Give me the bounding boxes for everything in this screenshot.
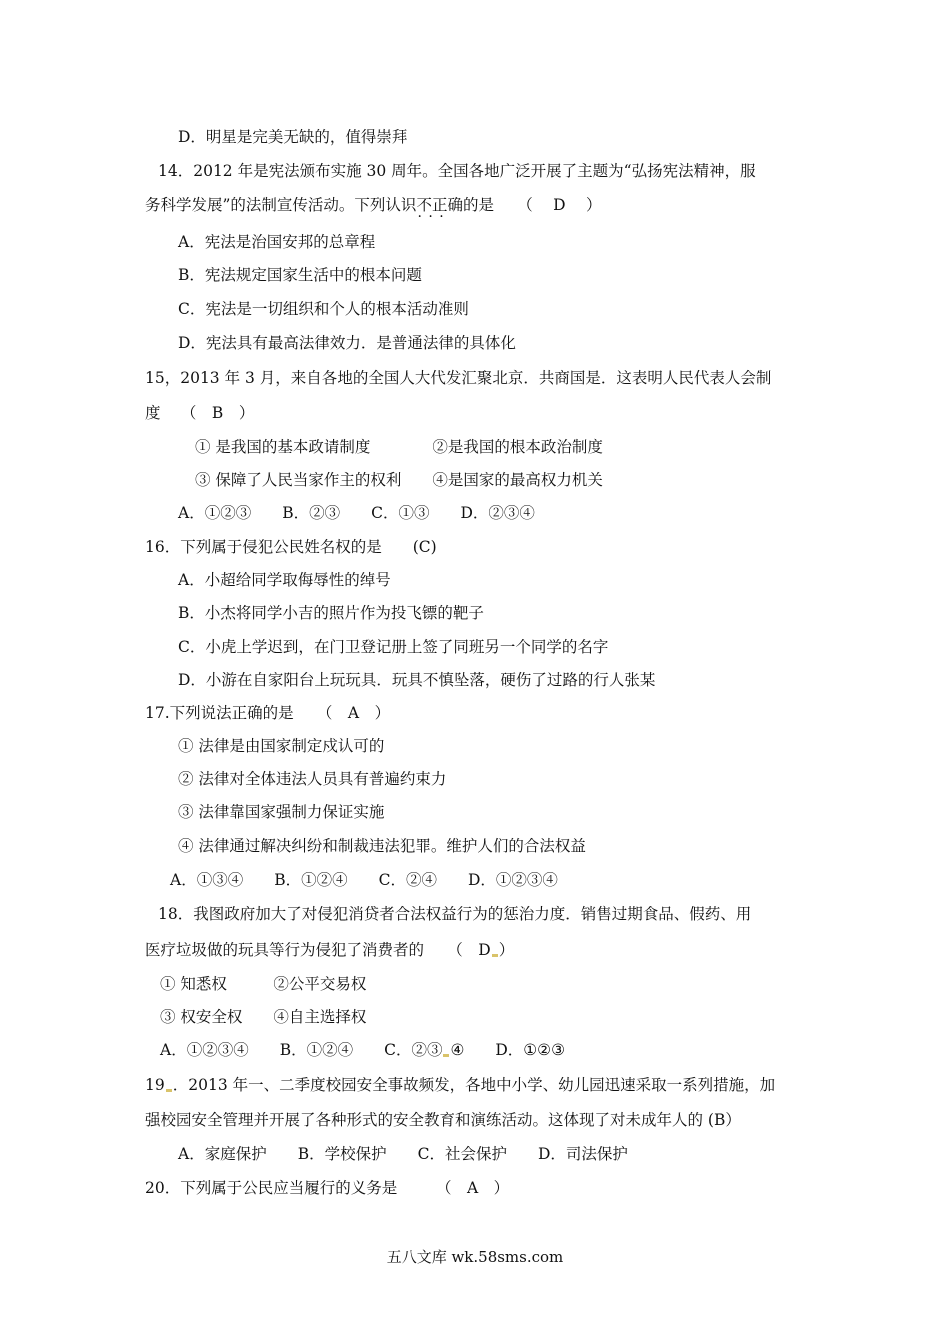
q19-stem-text: ．2013 年一、二季度校园安全事故频发，各地中小学、幼儿园迅速采取一系列措施，加 xyxy=(172,1076,776,1094)
q13-option-d: D．明星是完美无缺的，值得崇拜 xyxy=(178,128,408,146)
q15-items-line1: ① 是我国的基本政请制度 ②是我国的根本政治制度 xyxy=(195,438,603,456)
q14-stem-line1: 14．2012 年是宪法颁布实施 30 周年。全国各地广泛开展了主题为“弘扬宪法精神，服 xyxy=(158,162,756,180)
q18-items-line2: ③ 权安全权 ④自主选择权 xyxy=(160,1008,367,1026)
q14-stem-line2 xyxy=(145,195,602,215)
q17-stem: 17.下列说法正确的是 （ A ） xyxy=(145,704,391,722)
q16-option-a: A．小超给同学取侮辱性的绰号 xyxy=(178,571,391,589)
q18-options-part2: ④ D．①②③ xyxy=(450,1041,565,1059)
q14-option-b: B．宪法规定国家生活中的根本问题 xyxy=(178,266,422,284)
q18-answer-close: ） xyxy=(498,941,515,959)
q14-stem-text: 务科学发展”的法制宣传活动。下列认识 xyxy=(145,196,417,214)
q20-stem: 20．下列属于公民应当履行的义务是 （ A ） xyxy=(145,1179,510,1197)
q19-stem-line1 xyxy=(145,1075,775,1095)
q17-item-1: ① 法律是由国家制定戍认可的 xyxy=(178,737,385,755)
q18-stem-line1: 18．我图政府加大了对侵犯消贷者合法权益行为的惩治力度．销售过期食品、假药、用 xyxy=(158,905,752,923)
q18-options-part1: A．①②③④ B．①②④ C．②③ xyxy=(160,1041,443,1059)
q15-options: A．①②③ B．②③ C．①③ D．②③④ xyxy=(178,504,535,522)
q18-stem-text: 医疗垃圾做的玩具等行为侵犯了消费者的 （ D xyxy=(145,941,491,959)
q15-stem-line2: 度 （ B ） xyxy=(145,404,255,422)
q15-stem-line1: 15，2013 年 3 月，来自各地的全国人大代发汇聚北京．共商国是．这表明人民代表人会制 xyxy=(145,369,772,387)
q16-stem: 16．下列属于侵犯公民姓名权的是 (C) xyxy=(145,538,437,556)
emphasis-dotted-text: 不正确 · · · xyxy=(416,195,463,215)
q16-option-d: D．小游在自家阳台上玩玩具．玩具不慎坠落，硬伤了过路的行人张某 xyxy=(178,671,656,689)
q14-option-a: A．宪法是治国安邦的总章程 xyxy=(178,233,376,251)
footer-watermark: 五八文库 wk.58sms.com xyxy=(386,1248,564,1266)
q16-option-b: B．小杰将同学小吉的照片作为投飞镖的靶子 xyxy=(178,604,484,622)
q14-answer: 的是 （ D ） xyxy=(462,196,602,214)
q18-stem-line2 xyxy=(145,940,514,960)
q19-options: A．家庭保护 B．学校保护 C．社会保护 D．司法保护 xyxy=(178,1145,628,1163)
q17-options: A．①③④ B．①②④ C．②④ D．①②③④ xyxy=(170,871,558,889)
q17-item-4: ④ 法律通过解决纠纷和制裁违法犯罪。维护人们的合法权益 xyxy=(178,837,586,855)
q17-item-3: ③ 法律靠国家强制力保证实施 xyxy=(178,803,385,821)
highlight-mark xyxy=(492,954,498,957)
q15-items-line2: ③ 保障了人民当家作主的权利 ④是国家的最高权力机关 xyxy=(195,471,603,489)
q19-number: 19 xyxy=(145,1076,165,1094)
q14-option-c: C．宪法是一切组织和个人的根本活动准则 xyxy=(178,300,469,318)
q19-stem-line2: 强校园安全管理并开展了各种形式的安全教育和演练活动。这体现了对未成年人的 (B） xyxy=(145,1111,741,1129)
q17-item-2: ② 法律对全体违法人员具有普遍约束力 xyxy=(178,770,447,788)
q18-items-line1: ① 知悉权 ②公平交易权 xyxy=(160,975,367,993)
highlight-mark xyxy=(443,1054,449,1057)
q18-options xyxy=(160,1040,565,1060)
q16-option-c: C．小虎上学迟到，在门卫登记册上签了同班另一个同学的名字 xyxy=(178,638,609,656)
q14-option-d: D．宪法具有最高法律效力．是普通法律的具体化 xyxy=(178,334,516,352)
highlight-mark xyxy=(166,1089,172,1092)
